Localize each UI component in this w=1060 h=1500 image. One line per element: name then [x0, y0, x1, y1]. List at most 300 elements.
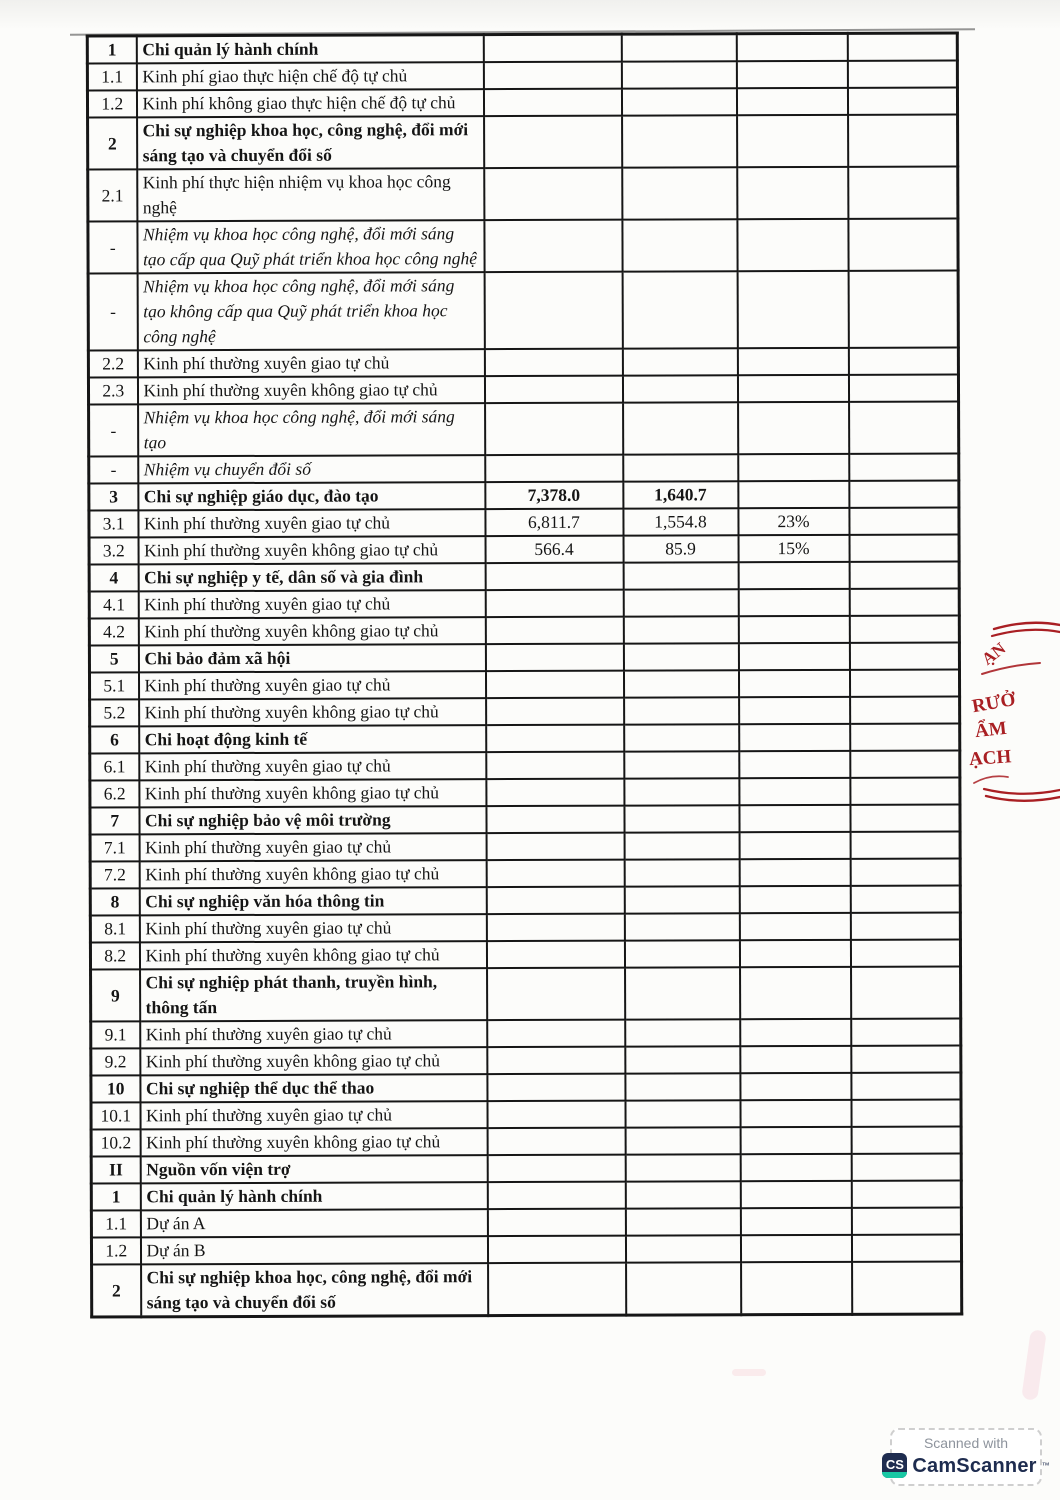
row-number-cell: 8.1 [90, 915, 139, 942]
value-cell [848, 114, 958, 166]
table-row [91, 1099, 961, 1129]
value-cell [486, 914, 624, 941]
value-cell [849, 588, 959, 615]
row-number-cell: 5 [89, 645, 138, 672]
value-cell [740, 1154, 851, 1181]
row-label-cell: Nhiệm vụ chuyển đổi số [138, 455, 485, 483]
row-number-cell: - [89, 456, 138, 483]
value-cell [849, 669, 959, 696]
row-number-cell: II [91, 1156, 140, 1183]
camscanner-watermark [885, 1428, 1050, 1486]
table-row [87, 33, 957, 64]
red-stamp-fragment [966, 616, 1060, 806]
row-label-cell: Chi sự nghiệp khoa học, công nghệ, đổi mới sáng tạo và chuyển đổi số [141, 1263, 488, 1317]
value-cell [848, 218, 958, 270]
row-number-cell: 4.2 [89, 618, 138, 645]
row-number-cell: 7.1 [90, 834, 139, 861]
table-row [90, 885, 960, 915]
row-label-cell: Kinh phí thường xuyên giao tự chủ [139, 914, 486, 942]
budget-table [86, 31, 960, 1318]
row-number-cell: 6 [90, 726, 139, 753]
value-cell [621, 88, 736, 115]
value-cell [487, 1020, 625, 1047]
value-cell: 23% [738, 508, 849, 535]
row-label-cell: Dự án A [140, 1209, 487, 1237]
value-cell [621, 34, 736, 62]
value-cell [486, 779, 624, 806]
table-row [90, 696, 960, 726]
value-cell [622, 219, 737, 271]
value-cell [488, 1263, 626, 1316]
value-cell [485, 590, 623, 617]
row-label-cell: Kinh phí thường xuyên giao tự chủ [140, 1101, 487, 1129]
row-number-cell: 8.2 [90, 942, 139, 969]
value-cell [624, 805, 739, 832]
table-row [89, 534, 959, 564]
value-cell [850, 831, 960, 858]
row-number-cell: 8 [90, 888, 139, 915]
stamp-arc-top-outer [994, 623, 1060, 629]
value-cell [851, 1180, 961, 1207]
row-label-cell: Chi sự nghiệp khoa học, công nghệ, đổi mới sáng tạo và chuyển đổi số [137, 116, 484, 169]
row-number-cell: 1 [91, 1183, 140, 1210]
value-cell [621, 61, 736, 88]
row-label-cell: Kinh phí thường xuyên giao tự chủ [139, 752, 486, 780]
value-cell [487, 1209, 625, 1236]
value-cell [486, 725, 624, 752]
value-cell [851, 1153, 961, 1180]
table-row [91, 1018, 961, 1048]
value-cell [622, 348, 737, 375]
value-cell [625, 1019, 740, 1046]
stamp-text-fragment: ẠCH [968, 746, 1012, 771]
value-cell [484, 116, 622, 168]
value-cell [487, 1047, 625, 1074]
row-label-cell: Nhiệm vụ khoa học công nghệ, đổi mới sáng tạo cấp qua Quỹ phát triển khoa học công nghệ [137, 220, 484, 273]
table-row [91, 1153, 961, 1183]
value-cell [737, 219, 848, 271]
table-row [88, 374, 958, 404]
row-label-cell: Kinh phí thường xuyên không giao tự chủ [139, 779, 486, 807]
row-label-cell: Chi sự nghiệp bảo vệ môi trường [139, 806, 486, 834]
value-cell [848, 347, 958, 374]
row-number-cell: 10 [91, 1075, 140, 1102]
value-cell [740, 1073, 851, 1100]
row-label-cell: Chi sự nghiệp giáo dục, đào tạo [138, 482, 485, 510]
table-row [89, 588, 959, 618]
row-number-cell: 2.2 [88, 350, 137, 377]
row-number-cell: 6.1 [90, 753, 139, 780]
row-number-cell: - [89, 404, 138, 456]
value-cell [737, 375, 848, 402]
stamp-text-fragment: ẠN [978, 638, 1010, 669]
table-row [89, 642, 959, 672]
value-cell [738, 589, 849, 616]
row-number-cell: 2.1 [88, 169, 137, 221]
table-row [90, 912, 960, 942]
value-cell [625, 1127, 740, 1154]
table-row [90, 804, 960, 834]
value-cell: 6,811.7 [485, 509, 623, 536]
value-cell [851, 1234, 961, 1261]
row-label-cell: Kinh phí thường xuyên không giao tự chủ [139, 941, 486, 969]
value-cell [847, 60, 957, 87]
value-cell [852, 1261, 962, 1314]
value-cell [848, 270, 958, 347]
table-row [91, 1045, 961, 1075]
value-cell [486, 887, 624, 914]
trademark-symbol: ™ [1041, 1460, 1050, 1470]
camscanner-logo-row [882, 1453, 1049, 1478]
value-cell [851, 1126, 961, 1153]
value-cell [740, 1127, 851, 1154]
value-cell [738, 402, 849, 454]
row-label-cell: Kinh phí thường xuyên không giao tự chủ [140, 1128, 487, 1156]
row-label-cell: Kinh phí thường xuyên giao tự chủ [139, 833, 486, 861]
table-row [88, 347, 958, 377]
value-cell [623, 643, 738, 670]
value-cell [622, 115, 737, 167]
value-cell [484, 376, 622, 403]
value-cell [739, 778, 850, 805]
row-label-cell: Chi sự nghiệp thể dục thể thao [140, 1074, 487, 1102]
value-cell [625, 1073, 740, 1100]
table-row [89, 480, 959, 510]
value-cell [625, 967, 740, 1019]
row-number-cell: 1.2 [91, 1237, 140, 1264]
value-cell [484, 272, 622, 349]
row-label-cell: Kinh phí thường xuyên không giao tự chủ [138, 536, 485, 564]
table-row [91, 966, 961, 1021]
value-cell [623, 454, 738, 481]
row-number-cell: 4 [89, 564, 138, 591]
row-number-cell: 3.1 [89, 510, 138, 537]
pink-scan-smudge [732, 1369, 766, 1376]
stamp-text-fragment: RƯỞ [970, 689, 1018, 718]
camscanner-logo-teal-bar [882, 1472, 907, 1478]
value-cell [483, 89, 621, 116]
value-cell [847, 87, 957, 114]
row-label-cell: Kinh phí thường xuyên giao tự chủ [140, 1020, 487, 1048]
budget-table-grid [86, 31, 963, 1318]
value-cell [624, 724, 739, 751]
value-cell [740, 1100, 851, 1127]
row-number-cell: 1 [87, 36, 136, 64]
value-cell [740, 1235, 851, 1262]
value-cell [624, 940, 739, 967]
row-number-cell: 10.2 [91, 1129, 140, 1156]
table-row [90, 750, 960, 780]
table-row [89, 561, 959, 591]
row-label-cell: Chi sự nghiệp y tế, dân số và gia đình [138, 563, 485, 591]
value-cell [850, 723, 960, 750]
table-row [91, 1126, 961, 1156]
stamp-arc-bottom-inner [984, 789, 1060, 794]
value-cell: 7,378.0 [485, 482, 623, 509]
table-row [88, 270, 958, 350]
row-label-cell: Kinh phí giao thực hiện chế độ tự chủ [136, 62, 483, 90]
pink-scan-smudge [1021, 1329, 1047, 1401]
row-number-cell: 3.2 [89, 537, 138, 564]
row-number-cell: - [88, 273, 137, 350]
row-label-cell: Nguồn vốn viện trợ [140, 1155, 487, 1183]
table-row [89, 669, 959, 699]
value-cell [625, 1235, 740, 1262]
row-number-cell: 2 [88, 117, 137, 169]
row-number-cell: 1.1 [87, 63, 136, 90]
camscanner-logo-icon [882, 1453, 907, 1478]
value-cell [849, 507, 959, 534]
value-cell [483, 34, 621, 62]
row-label-cell: Chi quản lý hành chính [140, 1182, 487, 1210]
value-cell [851, 966, 961, 1018]
row-label-cell: Kinh phí thường xuyên không giao tự chủ [139, 698, 486, 726]
value-cell [847, 33, 957, 61]
table-row [90, 939, 960, 969]
value-cell [849, 561, 959, 588]
row-number-cell: 2.3 [88, 377, 137, 404]
value-cell [851, 1099, 961, 1126]
value-cell [737, 167, 848, 219]
value-cell [849, 453, 959, 480]
row-number-cell: 1.2 [87, 90, 136, 117]
value-cell [485, 644, 623, 671]
camscanner-logo-text: CS [885, 1456, 904, 1472]
row-number-cell: 9.1 [91, 1021, 140, 1048]
value-cell [624, 913, 739, 940]
value-cell [486, 833, 624, 860]
value-cell [736, 61, 847, 88]
value-cell: 1,640.7 [623, 481, 738, 508]
value-cell [850, 939, 960, 966]
table-row [91, 1072, 961, 1102]
row-label-cell: Kinh phí không giao thực hiện chế độ tự chủ [136, 89, 483, 117]
row-label-cell: Kinh phí thực hiện nhiệm vụ khoa học công nghệ [137, 168, 484, 221]
value-cell [736, 33, 847, 61]
table-row [88, 114, 958, 169]
table-row [90, 858, 960, 888]
row-label-cell: Nhiệm vụ khoa học công nghệ, đổi mới sáng tạo không cấp qua Quỹ phát triển khoa học công nghệ [137, 272, 484, 350]
row-label-cell: Kinh phí thường xuyên không giao tự chủ [138, 617, 485, 645]
value-cell [738, 481, 849, 508]
row-label-cell: Kinh phí thường xuyên không giao tự chủ [139, 860, 486, 888]
value-cell [625, 1100, 740, 1127]
row-label-cell: Chi quản lý hành chính [136, 35, 483, 64]
value-cell: 1,554.8 [623, 508, 738, 535]
value-cell [738, 454, 849, 481]
value-cell [484, 220, 622, 272]
value-cell [487, 1101, 625, 1128]
value-cell [851, 1018, 961, 1045]
value-cell [849, 615, 959, 642]
value-cell [850, 804, 960, 831]
camscanner-app-name: CamScanner [912, 1454, 1037, 1477]
table-row [91, 1234, 961, 1264]
table-row [87, 60, 957, 90]
stamp-arc-bottom-outer [986, 796, 1060, 801]
value-cell [739, 859, 850, 886]
row-number-cell: 5.2 [90, 699, 139, 726]
row-number-cell: 4.1 [89, 591, 138, 618]
row-label-cell: Kinh phí thường xuyên không giao tự chủ [137, 376, 484, 404]
row-label-cell: Kinh phí thường xuyên không giao tự chủ [140, 1047, 487, 1075]
row-number-cell: 9 [91, 969, 140, 1021]
row-label-cell: Kinh phí thường xuyên giao tự chủ [137, 349, 484, 377]
value-cell [848, 374, 958, 401]
value-cell [850, 777, 960, 804]
row-number-cell: 2 [92, 1264, 141, 1317]
value-cell [624, 859, 739, 886]
table-row [90, 831, 960, 861]
value-cell [739, 940, 850, 967]
value-cell [483, 62, 621, 89]
value-cell [851, 1072, 961, 1099]
stamp-text-fragment: ẨM [974, 717, 1008, 743]
row-label-cell: Kinh phí thường xuyên giao tự chủ [138, 590, 485, 618]
row-label-cell: Chi bảo đảm xã hội [138, 644, 485, 672]
row-label-cell: Dự án B [140, 1236, 487, 1264]
value-cell [738, 643, 849, 670]
value-cell [738, 562, 849, 589]
row-number-cell: 6.2 [90, 780, 139, 807]
value-cell [739, 697, 850, 724]
value-cell [739, 805, 850, 832]
row-number-cell: 7 [90, 807, 139, 834]
value-cell [849, 401, 959, 453]
value-cell [623, 670, 738, 697]
value-cell [740, 1019, 851, 1046]
value-cell [487, 1182, 625, 1209]
value-cell [739, 751, 850, 778]
value-cell [487, 1236, 625, 1263]
value-cell [625, 1208, 740, 1235]
value-cell [624, 697, 739, 724]
stamp-arc-top-inner [992, 630, 1060, 636]
value-cell [486, 941, 624, 968]
row-label-cell: Chi sự nghiệp văn hóa thông tin [139, 887, 486, 915]
table-row [88, 166, 958, 221]
value-cell [623, 616, 738, 643]
value-cell [623, 402, 738, 454]
value-cell [741, 1262, 852, 1315]
value-cell [622, 167, 737, 219]
stamp-arc-mid [982, 663, 1040, 674]
table-row [91, 1180, 961, 1210]
value-cell [623, 562, 738, 589]
value-cell [487, 1155, 625, 1182]
value-cell [624, 886, 739, 913]
value-cell [740, 1181, 851, 1208]
row-label-cell: Chi hoạt động kinh tế [139, 725, 486, 753]
value-cell [849, 534, 959, 561]
row-number-cell: 7.2 [90, 861, 139, 888]
row-number-cell: 3 [89, 483, 138, 510]
row-number-cell: 10.1 [91, 1102, 140, 1129]
row-label-cell: Kinh phí thường xuyên giao tự chủ [138, 671, 485, 699]
value-cell: 566.4 [485, 536, 623, 563]
value-cell [850, 858, 960, 885]
value-cell [622, 271, 737, 348]
value-cell [485, 403, 623, 455]
row-label-cell: Kinh phí thường xuyên giao tự chủ [138, 509, 485, 537]
value-cell [850, 696, 960, 723]
value-cell [739, 832, 850, 859]
value-cell [485, 671, 623, 698]
value-cell [625, 1154, 740, 1181]
table-row [89, 615, 959, 645]
value-cell [849, 642, 959, 669]
value-cell [850, 912, 960, 939]
row-number-cell: - [88, 221, 137, 273]
value-cell [486, 860, 624, 887]
value-cell [737, 271, 848, 348]
value-cell [737, 348, 848, 375]
row-number-cell: 5.1 [89, 672, 138, 699]
value-cell [625, 1181, 740, 1208]
value-cell [484, 349, 622, 376]
table-row [90, 723, 960, 753]
value-cell [487, 1074, 625, 1101]
value-cell [739, 886, 850, 913]
value-cell [736, 88, 847, 115]
table-row [90, 777, 960, 807]
budget-table-body [87, 33, 961, 1317]
value-cell [739, 913, 850, 940]
table-row [88, 218, 958, 273]
table-row [91, 1207, 961, 1237]
value-cell [737, 115, 848, 167]
camscanner-scanned-with-label: Scanned with [923, 1435, 1009, 1451]
value-cell [486, 806, 624, 833]
value-cell [851, 1207, 961, 1234]
table-row [89, 507, 959, 537]
table-row [89, 401, 959, 456]
row-label-cell: Nhiệm vụ khoa học công nghệ, đổi mới sáng tạo [138, 403, 485, 456]
row-number-cell: 1.1 [91, 1210, 140, 1237]
value-cell [848, 166, 958, 218]
value-cell [850, 885, 960, 912]
value-cell [738, 616, 849, 643]
value-cell: 15% [738, 535, 849, 562]
value-cell [624, 832, 739, 859]
value-cell [740, 1208, 851, 1235]
value-cell [485, 617, 623, 644]
value-cell [623, 589, 738, 616]
value-cell [849, 480, 959, 507]
value-cell [487, 1128, 625, 1155]
value-cell [624, 778, 739, 805]
row-number-cell: 9.2 [91, 1048, 140, 1075]
value-cell [486, 752, 624, 779]
value-cell [740, 1046, 851, 1073]
table-row [92, 1261, 962, 1317]
value-cell [625, 1046, 740, 1073]
value-cell [739, 724, 850, 751]
value-cell [851, 1045, 961, 1072]
table-row [87, 87, 957, 117]
value-cell [850, 750, 960, 777]
value-cell [624, 751, 739, 778]
value-cell [487, 968, 625, 1020]
value-cell [485, 563, 623, 590]
value-cell [738, 670, 849, 697]
table-row [89, 453, 959, 483]
value-cell [486, 698, 624, 725]
value-cell [485, 455, 623, 482]
row-label-cell: Chi sự nghiệp phát thanh, truyền hình, thông tấn [140, 968, 487, 1021]
value-cell [626, 1262, 741, 1315]
stamp-arc-small [974, 776, 1008, 783]
